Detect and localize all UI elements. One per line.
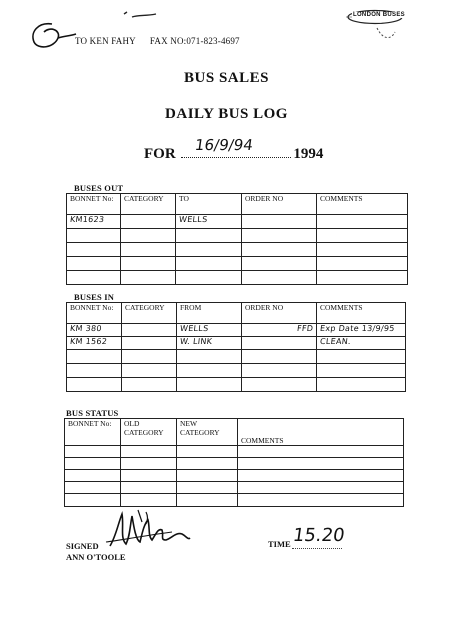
table-cell: FFD: [242, 324, 317, 337]
column-header: BONNET No:: [65, 419, 121, 446]
table-cell: [238, 482, 404, 494]
corner-mark-icon: [375, 24, 397, 44]
table-cell: [242, 364, 317, 378]
time-label: TIME: [268, 539, 291, 549]
table-row: [67, 337, 406, 350]
table-cell: [67, 350, 122, 364]
handwritten-scribble-icon: [28, 18, 78, 54]
table-cell: [177, 458, 238, 470]
table-cell: [121, 229, 176, 243]
document-subtitle: DAILY BUS LOG: [165, 106, 288, 122]
table-cell: [317, 364, 406, 378]
table-row: [67, 243, 408, 257]
year-text: 1994: [293, 146, 324, 162]
column-header: BONNET No:: [67, 194, 121, 215]
table-cell: [122, 324, 177, 337]
table-cell: [121, 482, 177, 494]
table-cell: [238, 446, 404, 458]
table-cell: [242, 337, 317, 350]
column-header: COMMENTS: [317, 194, 408, 215]
table-row: [65, 482, 404, 494]
column-header: COMMENTS: [317, 303, 406, 324]
table-cell: [242, 350, 317, 364]
table-cell: KM1623: [67, 215, 121, 229]
table-row: [65, 470, 404, 482]
logo-text: LONDON BUSES: [353, 12, 405, 18]
table-cell: [121, 458, 177, 470]
table-cell: [177, 470, 238, 482]
table-cell: [242, 229, 317, 243]
table-cell: [238, 470, 404, 482]
date-line: [144, 136, 324, 163]
table-cell: [121, 494, 177, 507]
table-row: [67, 257, 408, 271]
table-cell: [176, 271, 242, 285]
column-header: CATEGORY: [122, 303, 177, 324]
table-cell: [65, 458, 121, 470]
date-field: [181, 136, 291, 158]
table-cell: [122, 364, 177, 378]
table-cell: [177, 482, 238, 494]
fax-number-text: FAX NO:071-823-4697: [149, 36, 240, 46]
table-cell: [65, 470, 121, 482]
table-row: [67, 271, 408, 285]
table-row: [65, 446, 404, 458]
pen-mark-icon: [122, 8, 162, 24]
table-row: [67, 378, 406, 392]
table-cell: [238, 458, 404, 470]
table-header-row: [67, 194, 408, 215]
signer-name: ANN O'TOOLE: [66, 552, 126, 562]
table-cell: [176, 243, 242, 257]
table-row: [67, 364, 406, 378]
table-cell: Exp Date 13/9/95: [317, 324, 406, 337]
table-header-row: [67, 303, 406, 324]
table-cell: [177, 494, 238, 507]
table-cell: [317, 215, 408, 229]
table-cell: [67, 364, 122, 378]
table-cell: [65, 482, 121, 494]
recipient-text: TO KEN FAHY: [75, 36, 136, 46]
table-row: [67, 215, 408, 229]
table-cell: [122, 337, 177, 350]
table-header-row: [65, 419, 404, 446]
table-row: [67, 229, 408, 243]
table-cell: [67, 243, 121, 257]
buses-out-table: [66, 193, 408, 285]
column-header: ORDER NO: [242, 303, 317, 324]
table-cell: [67, 378, 122, 392]
table-cell: [121, 257, 176, 271]
table-cell: KM 380: [67, 324, 122, 337]
for-label: FOR: [144, 146, 176, 162]
document-title: BUS SALES: [184, 70, 269, 86]
signature-icon: [102, 506, 192, 552]
column-header: OLD CATEGORY: [121, 419, 177, 446]
table-cell: [176, 229, 242, 243]
table-row: [67, 350, 406, 364]
time-field-line: [292, 548, 342, 549]
table-cell: [242, 378, 317, 392]
table-cell: [317, 271, 408, 285]
table-cell: [177, 446, 238, 458]
table-cell: WELLS: [177, 324, 242, 337]
table-cell: WELLS: [176, 215, 242, 229]
table-row: [65, 494, 404, 507]
table-cell: [242, 243, 317, 257]
table-cell: [121, 470, 177, 482]
fax-header: [75, 36, 240, 46]
table-row: [65, 458, 404, 470]
buses-in-label: BUSES IN: [74, 292, 115, 302]
london-buses-logo: [344, 9, 406, 25]
buses-in-table: [66, 302, 406, 392]
table-cell: [177, 350, 242, 364]
table-cell: [317, 378, 406, 392]
table-cell: [67, 257, 121, 271]
handwritten-time: 15.20: [291, 525, 347, 546]
table-cell: [177, 378, 242, 392]
table-cell: [242, 257, 317, 271]
table-cell: [317, 257, 408, 271]
bus-status-label: BUS STATUS: [66, 408, 119, 418]
table-cell: [317, 243, 408, 257]
table-cell: [121, 243, 176, 257]
column-header: NEW CATEGORY: [177, 419, 238, 446]
table-cell: [65, 494, 121, 507]
table-cell: [121, 271, 176, 285]
table-cell: CLEAN.: [317, 337, 406, 350]
bus-status-table: [64, 418, 404, 507]
column-header: ORDER NO: [242, 194, 317, 215]
table-cell: [122, 350, 177, 364]
table-cell: [176, 257, 242, 271]
table-cell: [317, 350, 406, 364]
table-cell: W. LINK: [177, 337, 242, 350]
column-header: COMMENTS: [238, 419, 404, 446]
column-header: BONNET No:: [67, 303, 122, 324]
column-header: CATEGORY: [121, 194, 176, 215]
buses-out-label: BUSES OUT: [74, 183, 124, 193]
table-cell: [121, 215, 176, 229]
table-cell: [65, 446, 121, 458]
table-cell: [122, 378, 177, 392]
table-cell: [238, 494, 404, 507]
table-cell: [317, 229, 408, 243]
signed-label: SIGNED: [66, 541, 99, 551]
table-row: [67, 324, 406, 337]
table-cell: [67, 229, 121, 243]
column-header: TO: [176, 194, 242, 215]
table-cell: [121, 446, 177, 458]
handwritten-date: 16/9/94: [194, 136, 255, 154]
table-cell: KM 1562: [67, 337, 122, 350]
table-cell: [242, 271, 317, 285]
table-cell: [177, 364, 242, 378]
table-cell: [242, 215, 317, 229]
table-cell: [67, 271, 121, 285]
column-header: FROM: [177, 303, 242, 324]
